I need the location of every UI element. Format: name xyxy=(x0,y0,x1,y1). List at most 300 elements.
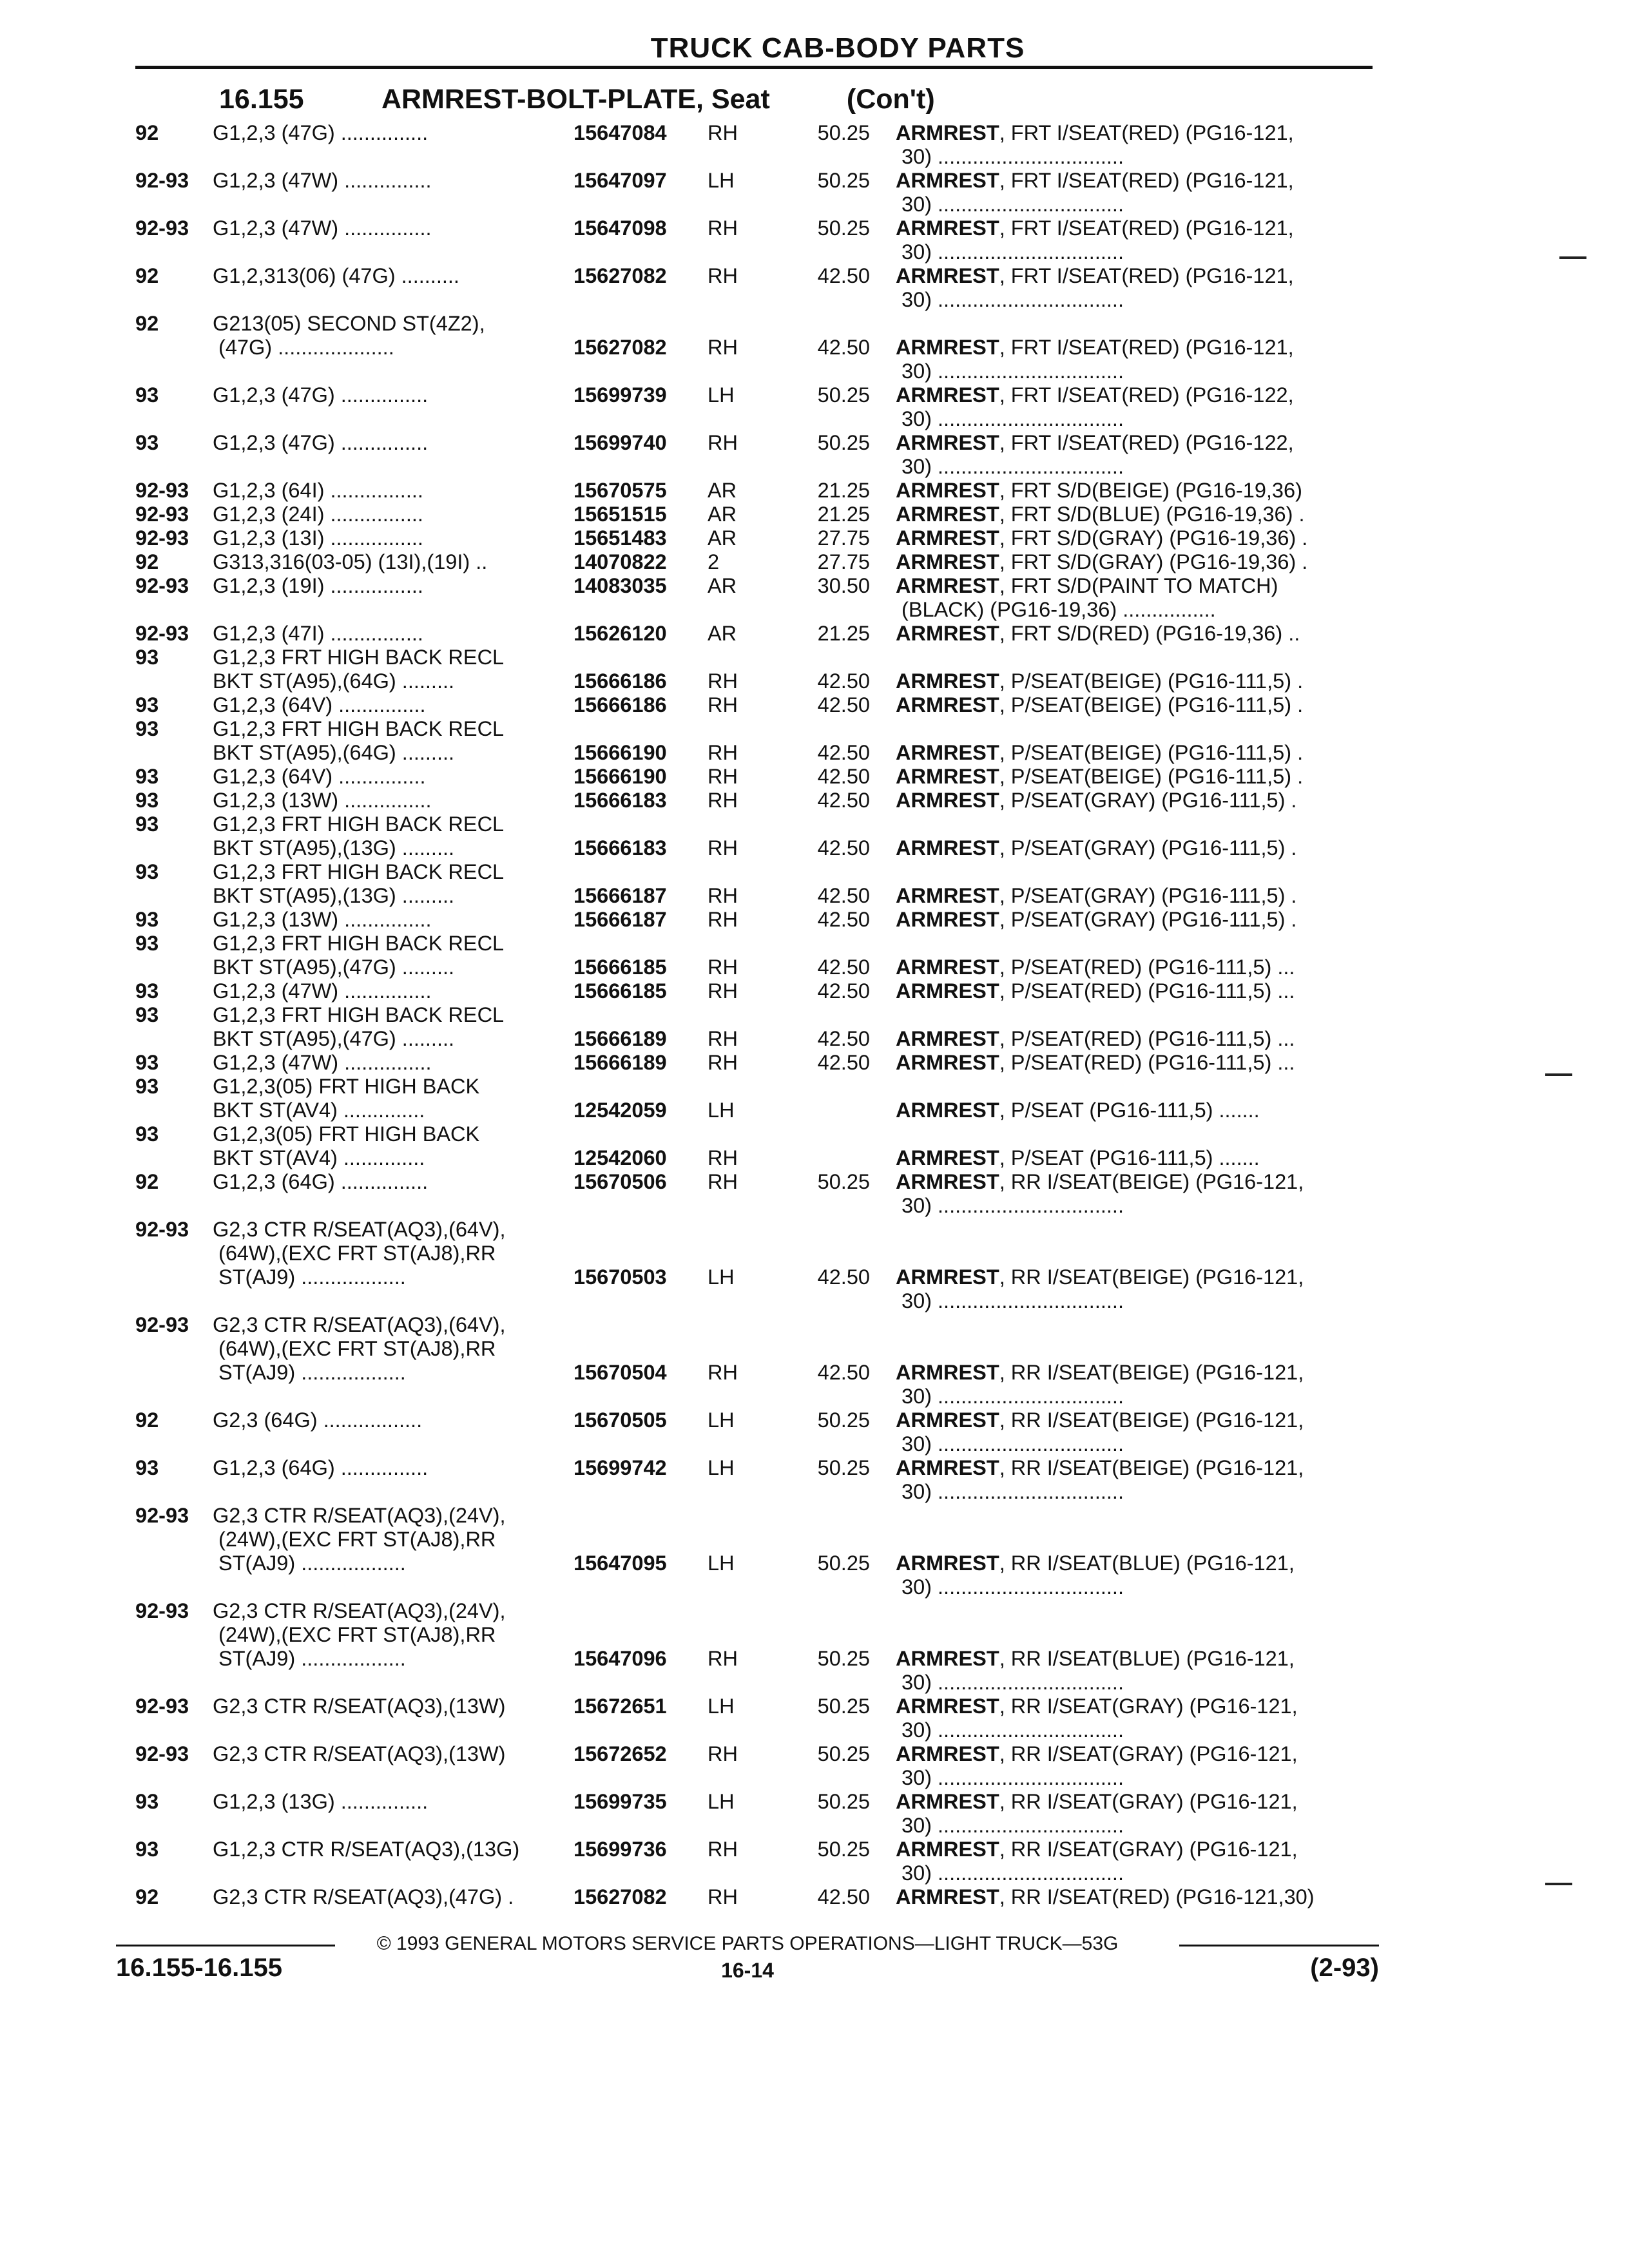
part-name-detail: , FRT I/SEAT(RED) (PG16-121, 30) ................................ xyxy=(901,216,1294,264)
model-year: 93 xyxy=(135,1003,159,1026)
part-name xyxy=(896,1885,1373,1909)
part-name xyxy=(896,574,1373,622)
part-entry xyxy=(0,1051,1629,1075)
part-number: 15666185 xyxy=(574,956,667,979)
section-continued: (Con't) xyxy=(846,84,935,115)
usage-description: G1,2,3 FRT HIGH BACK RECL BKT ST(A95),(47G) ......... xyxy=(213,1003,505,1050)
model-year: 92-93 xyxy=(135,169,189,192)
list-price: 50.25 xyxy=(817,1408,870,1432)
part-entry xyxy=(0,1218,1629,1312)
part-entry xyxy=(0,1408,1629,1456)
part-entry xyxy=(0,812,1629,860)
part-number: 15647084 xyxy=(574,121,667,144)
part-number: 15699742 xyxy=(574,1456,667,1479)
part-number: 15666186 xyxy=(574,669,667,693)
model-year: 93 xyxy=(135,932,159,955)
side-code: RH xyxy=(708,1051,738,1074)
usage-description: G1,2,3 FRT HIGH BACK RECL BKT ST(A95),(13G) ......... xyxy=(213,812,505,860)
list-price: 42.50 xyxy=(817,789,870,812)
part-name-keyword: ARMREST xyxy=(896,264,999,287)
part-name-keyword: ARMREST xyxy=(896,979,999,1003)
side-code: RH xyxy=(708,1027,738,1050)
usage-description: G313,316(03-05) (13I),(19I) .. xyxy=(213,550,488,573)
model-year: 93 xyxy=(135,1075,159,1098)
part-name-detail: , FRT S/D(GRAY) (PG16-19,36) . xyxy=(999,526,1308,550)
model-year: 92-93 xyxy=(135,1695,189,1718)
usage-description: G1,2,3 (64G) ............... xyxy=(213,1170,429,1193)
part-name-keyword: ARMREST xyxy=(896,431,999,454)
footer-rule-right xyxy=(1179,1945,1379,1946)
part-name-keyword: ARMREST xyxy=(896,1099,999,1122)
usage-description: G1,2,3 (13I) ................ xyxy=(213,526,423,550)
part-name xyxy=(896,216,1373,264)
part-name-keyword: ARMREST xyxy=(896,121,999,144)
part-name-keyword: ARMREST xyxy=(896,1408,999,1432)
part-entry xyxy=(0,1003,1629,1051)
part-name xyxy=(896,526,1373,550)
part-name-detail: , FRT S/D(RED) (PG16-19,36) .. xyxy=(999,622,1300,645)
list-price: 27.75 xyxy=(817,526,870,550)
part-name-detail: , RR I/SEAT(BEIGE) (PG16-121, 30) ................................ xyxy=(901,1361,1304,1408)
usage-description: G2,3 CTR R/SEAT(AQ3),(24V), (24W),(EXC FRT ST(AJ8),RR ST(AJ9) .................. xyxy=(213,1504,506,1575)
list-price: 42.50 xyxy=(817,336,870,359)
model-year: 92-93 xyxy=(135,479,189,502)
part-name-keyword: ARMREST xyxy=(896,550,999,573)
model-year: 92-93 xyxy=(135,622,189,645)
part-name xyxy=(896,1146,1373,1170)
part-entry xyxy=(0,789,1629,812)
part-number: 14070822 xyxy=(574,550,667,573)
list-price: 21.25 xyxy=(817,503,870,526)
list-price: 21.25 xyxy=(817,479,870,502)
list-price: 42.50 xyxy=(817,1361,870,1384)
side-code: LH xyxy=(708,169,735,192)
part-name xyxy=(896,765,1373,789)
part-name xyxy=(896,1027,1373,1051)
usage-description: G1,2,3 (19I) ................ xyxy=(213,574,423,597)
model-year: 92-93 xyxy=(135,574,189,597)
part-name-detail: , P/SEAT(RED) (PG16-111,5) ... xyxy=(999,956,1295,979)
usage-description: G1,2,3 (47G) ............... xyxy=(213,383,429,407)
usage-description: G2,3 CTR R/SEAT(AQ3),(13W) xyxy=(213,1695,506,1718)
model-year: 93 xyxy=(135,1456,159,1479)
list-price: 42.50 xyxy=(817,884,870,907)
part-name-detail: , FRT S/D(BLUE) (PG16-19,36) . xyxy=(999,503,1305,526)
list-price: 50.25 xyxy=(817,1552,870,1575)
side-code: AR xyxy=(708,503,737,526)
list-price: 42.50 xyxy=(817,979,870,1003)
list-price: 50.25 xyxy=(817,1838,870,1861)
section-title: ARMREST-BOLT-PLATE, Seat xyxy=(381,84,770,115)
part-name-keyword: ARMREST xyxy=(896,1552,999,1575)
part-entry xyxy=(0,431,1629,479)
part-name xyxy=(896,1552,1373,1599)
margin-mark xyxy=(1559,256,1586,259)
part-name xyxy=(896,1051,1373,1075)
usage-description: G1,2,3 (64G) ............... xyxy=(213,1456,429,1479)
part-name-keyword: ARMREST xyxy=(896,1790,999,1813)
side-code: RH xyxy=(708,216,738,240)
part-entry xyxy=(0,979,1629,1003)
side-code: RH xyxy=(708,789,738,812)
usage-description: G1,2,3 (47W) ............... xyxy=(213,216,432,240)
list-price: 27.75 xyxy=(817,550,870,573)
part-name-keyword: ARMREST xyxy=(896,1885,999,1908)
list-price: 50.25 xyxy=(817,431,870,454)
part-name-detail: , FRT S/D(GRAY) (PG16-19,36) . xyxy=(999,550,1308,573)
part-number: 15627082 xyxy=(574,264,667,287)
list-price: 50.25 xyxy=(817,1695,870,1718)
part-name xyxy=(896,431,1373,479)
part-name xyxy=(896,550,1373,574)
part-entry xyxy=(0,908,1629,932)
part-name xyxy=(896,908,1373,932)
list-price: 42.50 xyxy=(817,836,870,860)
model-year: 93 xyxy=(135,908,159,931)
usage-description: G213(05) SECOND ST(4Z2), (47G) .................... xyxy=(213,312,485,359)
part-entry xyxy=(0,765,1629,789)
part-name-keyword: ARMREST xyxy=(896,669,999,693)
footer-section-range: 16.155-16.155 xyxy=(116,1954,283,1982)
part-name xyxy=(896,336,1373,383)
side-code: RH xyxy=(708,336,738,359)
part-number: 15670575 xyxy=(574,479,667,502)
part-entry xyxy=(0,622,1629,646)
part-name-detail: , FRT I/SEAT(RED) (PG16-121, 30) ................................ xyxy=(901,121,1294,168)
model-year: 93 xyxy=(135,383,159,407)
part-name-detail: , RR I/SEAT(RED) (PG16-121,30) xyxy=(999,1885,1315,1908)
part-name-keyword: ARMREST xyxy=(896,336,999,359)
side-code: RH xyxy=(708,693,738,716)
part-number: 15699739 xyxy=(574,383,667,407)
usage-description: G2,3 CTR R/SEAT(AQ3),(64V), (64W),(EXC FRT ST(AJ8),RR ST(AJ9) .................. xyxy=(213,1313,506,1384)
part-name xyxy=(896,1695,1373,1742)
part-name-detail: , FRT S/D(BEIGE) (PG16-19,36) xyxy=(999,479,1302,502)
side-code: RH xyxy=(708,1838,738,1861)
part-name-keyword: ARMREST xyxy=(896,693,999,716)
side-code: LH xyxy=(708,1695,735,1718)
usage-description: G1,2,3 FRT HIGH BACK RECL BKT ST(A95),(13G) ......... xyxy=(213,860,505,907)
part-number: 12542060 xyxy=(574,1146,667,1169)
part-entry xyxy=(0,1313,1629,1408)
part-number: 15647098 xyxy=(574,216,667,240)
part-number: 15666189 xyxy=(574,1027,667,1050)
side-code: RH xyxy=(708,1146,738,1169)
part-name-keyword: ARMREST xyxy=(896,1146,999,1169)
page-footer xyxy=(116,1933,1379,1991)
part-number: 15647096 xyxy=(574,1647,667,1670)
part-name-keyword: ARMREST xyxy=(896,1361,999,1384)
list-price: 50.25 xyxy=(817,169,870,192)
part-entry xyxy=(0,383,1629,431)
side-code: RH xyxy=(708,1647,738,1670)
footer-revision: (2-93) xyxy=(1310,1954,1379,1982)
usage-description: G2,3 CTR R/SEAT(AQ3),(47G) . xyxy=(213,1885,514,1908)
part-entry xyxy=(0,1456,1629,1504)
part-name-keyword: ARMREST xyxy=(896,956,999,979)
usage-description: G1,2,3 (13W) ............... xyxy=(213,908,432,931)
part-name xyxy=(896,884,1373,908)
list-price: 42.50 xyxy=(817,669,870,693)
model-year: 93 xyxy=(135,1051,159,1074)
part-name xyxy=(896,1170,1373,1218)
side-code: RH xyxy=(708,1885,738,1908)
part-name-detail: , FRT S/D(PAINT TO MATCH) (BLACK) (PG16-19,36) ................ xyxy=(901,574,1278,621)
list-price: 30.50 xyxy=(817,574,870,597)
part-name xyxy=(896,1265,1373,1313)
list-price: 21.25 xyxy=(817,622,870,645)
part-entry xyxy=(0,526,1629,550)
part-name-detail: , RR I/SEAT(GRAY) (PG16-121, 30) ................................ xyxy=(901,1695,1298,1742)
part-name-keyword: ARMREST xyxy=(896,1265,999,1289)
side-code: RH xyxy=(708,979,738,1003)
part-number: 15626120 xyxy=(574,622,667,645)
model-year: 93 xyxy=(135,789,159,812)
part-name xyxy=(896,669,1373,693)
part-name-keyword: ARMREST xyxy=(896,884,999,907)
part-number: 15666190 xyxy=(574,765,667,788)
part-name-detail: , P/SEAT(BEIGE) (PG16-111,5) . xyxy=(999,693,1304,716)
part-number: 15647095 xyxy=(574,1552,667,1575)
part-name-detail: , FRT I/SEAT(RED) (PG16-122, 30) ................................ xyxy=(901,383,1294,430)
model-year: 93 xyxy=(135,717,159,740)
usage-description: G1,2,3 (47W) ............... xyxy=(213,169,432,192)
usage-description: G1,2,3 (47W) ............... xyxy=(213,979,432,1003)
model-year: 92-93 xyxy=(135,216,189,240)
part-name-keyword: ARMREST xyxy=(896,765,999,788)
part-name xyxy=(896,979,1373,1003)
part-name-detail: , P/SEAT(GRAY) (PG16-111,5) . xyxy=(999,884,1297,907)
footer-page-number: 16-14 xyxy=(721,1959,774,1982)
part-name xyxy=(896,789,1373,812)
part-name xyxy=(896,693,1373,717)
part-name xyxy=(896,1647,1373,1695)
part-name xyxy=(896,169,1373,216)
part-name-keyword: ARMREST xyxy=(896,216,999,240)
list-price: 50.25 xyxy=(817,1742,870,1765)
part-entry xyxy=(0,1838,1629,1885)
list-price: 42.50 xyxy=(817,765,870,788)
usage-description: G2,3 CTR R/SEAT(AQ3),(13W) xyxy=(213,1742,506,1765)
part-name-detail: , RR I/SEAT(BLUE) (PG16-121, 30) ................................ xyxy=(901,1647,1295,1694)
usage-description: G1,2,3 (47I) ................ xyxy=(213,622,423,645)
part-name xyxy=(896,622,1373,646)
side-code: AR xyxy=(708,479,737,502)
part-name-keyword: ARMREST xyxy=(896,908,999,931)
part-name xyxy=(896,264,1373,312)
part-name-detail: , P/SEAT(GRAY) (PG16-111,5) . xyxy=(999,836,1297,860)
part-name xyxy=(896,1742,1373,1790)
model-year: 92 xyxy=(135,550,159,573)
part-name-detail: , P/SEAT(GRAY) (PG16-111,5) . xyxy=(999,908,1297,931)
margin-mark xyxy=(1545,1073,1572,1076)
part-name xyxy=(896,741,1373,765)
usage-description: G1,2,3(05) FRT HIGH BACK BKT ST(AV4) .............. xyxy=(213,1075,480,1122)
usage-description: G1,2,3 (13G) ............... xyxy=(213,1790,429,1813)
model-year: 93 xyxy=(135,860,159,883)
part-name-detail: , FRT I/SEAT(RED) (PG16-122, 30) ................................ xyxy=(901,431,1294,478)
usage-description: G1,2,3 FRT HIGH BACK RECL BKT ST(A95),(64G) ......... xyxy=(213,646,505,693)
list-price: 42.50 xyxy=(817,1027,870,1050)
usage-description: G1,2,3 (47W) ............... xyxy=(213,1051,432,1074)
part-name-detail: , RR I/SEAT(BEIGE) (PG16-121, 30) ................................ xyxy=(901,1456,1304,1503)
usage-description: G1,2,3 FRT HIGH BACK RECL BKT ST(A95),(64G) ......... xyxy=(213,717,505,764)
part-entry xyxy=(0,479,1629,503)
usage-description: G1,2,3 CTR R/SEAT(AQ3),(13G) xyxy=(213,1838,520,1861)
part-name xyxy=(896,121,1373,169)
side-code: LH xyxy=(708,1552,735,1575)
part-number: 15699736 xyxy=(574,1838,667,1861)
list-price: 42.50 xyxy=(817,264,870,287)
model-year: 93 xyxy=(135,1838,159,1861)
part-entry xyxy=(0,1695,1629,1742)
list-price: 50.25 xyxy=(817,383,870,407)
list-price: 42.50 xyxy=(817,956,870,979)
side-code: RH xyxy=(708,765,738,788)
part-name xyxy=(896,956,1373,979)
part-number: 15647097 xyxy=(574,169,667,192)
list-price: 42.50 xyxy=(817,1051,870,1074)
part-name xyxy=(896,836,1373,860)
side-code: RH xyxy=(708,956,738,979)
part-number: 15666183 xyxy=(574,836,667,860)
part-number: 15666183 xyxy=(574,789,667,812)
side-code: RH xyxy=(708,1742,738,1765)
part-name-keyword: ARMREST xyxy=(896,169,999,192)
usage-description: G2,3 CTR R/SEAT(AQ3),(64V), (64W),(EXC FRT ST(AJ8),RR ST(AJ9) .................. xyxy=(213,1218,506,1289)
model-year: 93 xyxy=(135,1122,159,1146)
part-name-detail: , RR I/SEAT(GRAY) (PG16-121, 30) ................................ xyxy=(901,1742,1298,1789)
part-name-detail: , RR I/SEAT(BEIGE) (PG16-121, 30) ................................ xyxy=(901,1265,1304,1312)
usage-description: G2,3 (64G) ................. xyxy=(213,1408,423,1432)
part-name-keyword: ARMREST xyxy=(896,1695,999,1718)
list-price: 50.25 xyxy=(817,216,870,240)
part-number: 15651483 xyxy=(574,526,667,550)
model-year: 93 xyxy=(135,693,159,716)
part-number: 15699735 xyxy=(574,1790,667,1813)
part-name-detail: , FRT I/SEAT(RED) (PG16-121, 30) ................................ xyxy=(901,336,1294,383)
margin-mark xyxy=(1545,1883,1572,1885)
model-year: 92-93 xyxy=(135,1742,189,1765)
part-name xyxy=(896,479,1373,503)
part-name-keyword: ARMREST xyxy=(896,1647,999,1670)
part-entry xyxy=(0,646,1629,693)
part-name-keyword: ARMREST xyxy=(896,1456,999,1479)
part-name xyxy=(896,1790,1373,1838)
part-number: 12542059 xyxy=(574,1099,667,1122)
part-entry xyxy=(0,1885,1629,1909)
part-name-detail: , RR I/SEAT(GRAY) (PG16-121, 30) ................................ xyxy=(901,1790,1298,1837)
part-number: 15651515 xyxy=(574,503,667,526)
list-price: 50.25 xyxy=(817,1170,870,1193)
part-name-detail: , RR I/SEAT(BEIGE) (PG16-121, 30) ................................ xyxy=(901,1170,1304,1217)
usage-description: G1,2,3 (47G) ............... xyxy=(213,121,429,144)
usage-description: G1,2,3 (24I) ................ xyxy=(213,503,423,526)
model-year: 93 xyxy=(135,1790,159,1813)
part-name xyxy=(896,1408,1373,1456)
part-name-keyword: ARMREST xyxy=(896,1742,999,1765)
part-name xyxy=(896,1099,1373,1122)
part-name-detail: , FRT I/SEAT(RED) (PG16-121, 30) ................................ xyxy=(901,264,1294,311)
model-year: 92 xyxy=(135,1885,159,1908)
side-code: 2 xyxy=(708,550,720,573)
model-year: 93 xyxy=(135,431,159,454)
part-name-detail: , RR I/SEAT(BLUE) (PG16-121, 30) ................................ xyxy=(901,1552,1295,1599)
list-price: 42.50 xyxy=(817,741,870,764)
side-code: AR xyxy=(708,526,737,550)
model-year: 92-93 xyxy=(135,1599,189,1622)
part-name-detail: , FRT I/SEAT(RED) (PG16-121, 30) ................................ xyxy=(901,169,1294,216)
part-name xyxy=(896,1838,1373,1885)
part-name-keyword: ARMREST xyxy=(896,503,999,526)
part-number: 15672651 xyxy=(574,1695,667,1718)
section-number: 16.155 xyxy=(219,84,304,115)
part-entry xyxy=(0,574,1629,622)
part-number: 15666187 xyxy=(574,884,667,907)
part-name xyxy=(896,503,1373,526)
part-number: 15666190 xyxy=(574,741,667,764)
part-name-detail: , P/SEAT(BEIGE) (PG16-111,5) . xyxy=(999,741,1304,764)
usage-description: G1,2,3(05) FRT HIGH BACK BKT ST(AV4) .............. xyxy=(213,1122,480,1169)
part-name-detail: , P/SEAT(RED) (PG16-111,5) ... xyxy=(999,979,1295,1003)
side-code: LH xyxy=(708,383,735,407)
part-number: 15670505 xyxy=(574,1408,667,1432)
part-number: 15666186 xyxy=(574,693,667,716)
side-code: RH xyxy=(708,908,738,931)
part-entry xyxy=(0,121,1629,169)
part-name-detail: , P/SEAT(BEIGE) (PG16-111,5) . xyxy=(999,669,1304,693)
list-price: 42.50 xyxy=(817,1885,870,1908)
part-entry xyxy=(0,312,1629,383)
list-price: 42.50 xyxy=(817,1265,870,1289)
model-year: 92-93 xyxy=(135,1313,189,1336)
part-entry xyxy=(0,1599,1629,1694)
side-code: RH xyxy=(708,431,738,454)
part-name xyxy=(896,383,1373,431)
side-code: RH xyxy=(708,1361,738,1384)
usage-description: G1,2,3 FRT HIGH BACK RECL BKT ST(A95),(47G) ......... xyxy=(213,932,505,979)
model-year: 92-93 xyxy=(135,1218,189,1241)
part-number: 15670506 xyxy=(574,1170,667,1193)
part-name-keyword: ARMREST xyxy=(896,526,999,550)
list-price: 50.25 xyxy=(817,1790,870,1813)
model-year: 92 xyxy=(135,264,159,287)
part-entry xyxy=(0,1790,1629,1838)
side-code: RH xyxy=(708,836,738,860)
part-name-keyword: ARMREST xyxy=(896,383,999,407)
part-name-detail: , P/SEAT (PG16-111,5) ....... xyxy=(999,1099,1260,1122)
side-code: RH xyxy=(708,741,738,764)
page-title: TRUCK CAB-BODY PARTS xyxy=(650,32,1025,64)
part-name-keyword: ARMREST xyxy=(896,741,999,764)
part-entry xyxy=(0,1170,1629,1218)
footer-copyright: © 1993 GENERAL MOTORS SERVICE PARTS OPERATIONS—LIGHT TRUCK—53G xyxy=(376,1933,1119,1954)
part-number: 15627082 xyxy=(574,1885,667,1908)
part-entry xyxy=(0,932,1629,979)
part-name-keyword: ARMREST xyxy=(896,574,999,597)
side-code: LH xyxy=(708,1099,735,1122)
list-price: 50.25 xyxy=(817,1647,870,1670)
model-year: 92-93 xyxy=(135,503,189,526)
part-entry xyxy=(0,169,1629,216)
part-number: 15627082 xyxy=(574,336,667,359)
side-code: RH xyxy=(708,669,738,693)
part-number: 15670503 xyxy=(574,1265,667,1289)
part-entry xyxy=(0,216,1629,264)
part-number: 15670504 xyxy=(574,1361,667,1384)
part-number: 15672652 xyxy=(574,1742,667,1765)
part-name-detail: , P/SEAT(RED) (PG16-111,5) ... xyxy=(999,1027,1295,1050)
